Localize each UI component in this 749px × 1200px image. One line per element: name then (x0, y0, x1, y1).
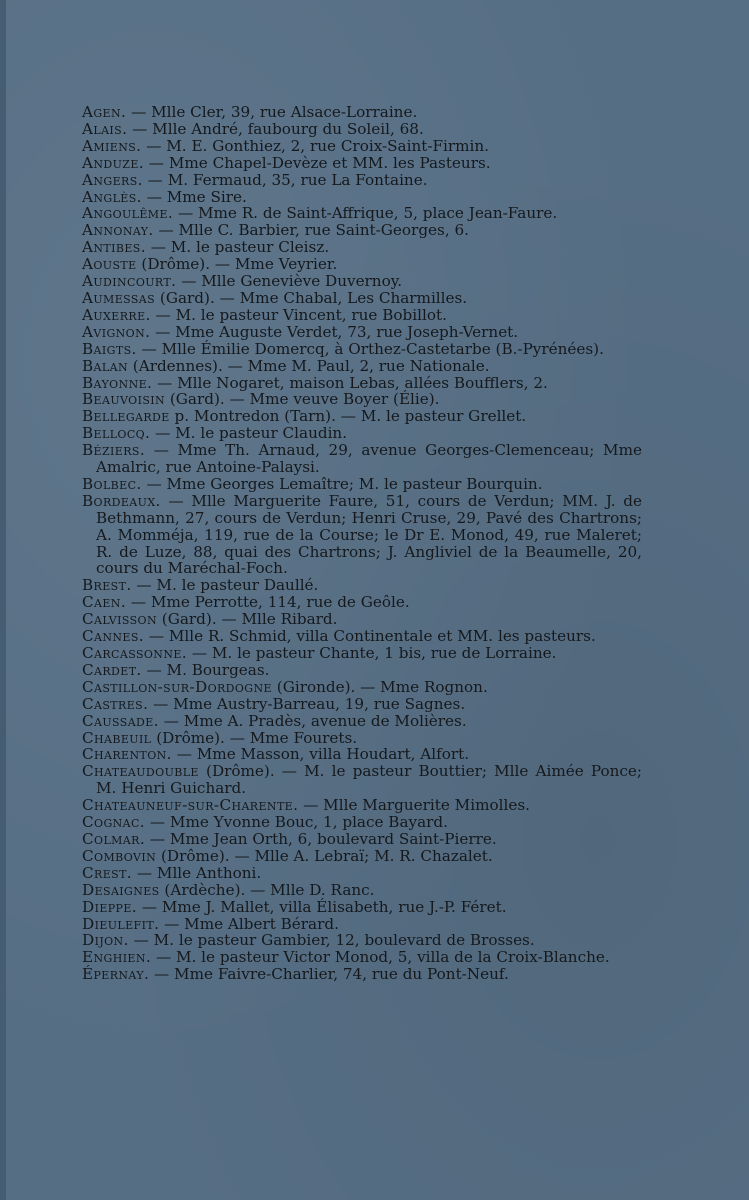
entry-details: — M. le pasteur Daullé. (131, 576, 319, 595)
list-item (82, 391, 642, 408)
list-item (82, 341, 642, 358)
town-name: Charenton. (82, 745, 172, 764)
list-item (82, 848, 642, 865)
list-item (82, 882, 642, 899)
list-item (82, 104, 642, 121)
list-item (82, 273, 642, 290)
town-name: Alais. (82, 119, 128, 138)
entry-details: — Mme Perrotte, 114, rue de Geôle. (126, 593, 410, 612)
entry-details: (Drôme). — Mme Fourets. (151, 728, 358, 747)
town-name: Enghien. (82, 948, 152, 967)
town-name: Combovin (82, 846, 157, 865)
entry-details: (Gard). — Mme veuve Boyer (Élie). (165, 390, 440, 409)
town-name: Angers. (82, 170, 143, 189)
entry-details: — Mlle R. Schmid, villa Continentale et MM. les pasteurs. (144, 627, 596, 646)
entry-details: — Mme J. Mallet, villa Élisabeth, rue J.-P. Féret. (137, 897, 507, 916)
entry-details: (Gironde). — Mme Rognon. (271, 677, 488, 696)
entry-details: (Gard). — Mme Chabal, Les Charmilles. (155, 288, 468, 307)
list-item (82, 594, 642, 611)
town-name: Crest. (82, 863, 133, 882)
list-item (82, 746, 642, 763)
entry-details: — Mlle Geneviève Duvernoy. (176, 272, 403, 291)
entry-details: — M. le pasteur Gambier, 12, boulevard de Brosses. (128, 931, 535, 950)
town-name: Colmar. (82, 829, 146, 848)
town-name: Caussade. (82, 711, 159, 730)
entry-details: — Mme A. Pradès, avenue de Molières. (158, 711, 467, 730)
list-item (82, 831, 642, 848)
list-item (82, 172, 642, 189)
town-name: Cardet. (82, 660, 142, 679)
town-name: Balan (82, 356, 128, 375)
town-name: Bayonne. (82, 373, 153, 392)
town-name: Carcassonne. (82, 644, 188, 662)
list-item (82, 814, 642, 831)
town-name: Antibes. (82, 238, 146, 257)
town-name: Agen. (82, 103, 127, 121)
list-item (82, 713, 642, 730)
entry-details: — Mlle C. Barbier, rue Saint-Georges, 6. (153, 221, 469, 240)
town-name: Anduze. (82, 153, 144, 172)
list-item (82, 375, 642, 392)
list-item (82, 949, 642, 966)
town-name: Annonay. (82, 221, 154, 240)
town-name: Dijon. (82, 931, 129, 950)
town-name: Beauvoisin (82, 390, 166, 409)
town-name: Audincourt. (82, 272, 177, 291)
list-item (82, 865, 642, 882)
list-item (82, 916, 642, 933)
list-item (82, 189, 642, 206)
town-name: Castillon-sur-Dordogne (82, 677, 272, 696)
entry-details: — M. le pasteur Cleisz. (145, 238, 330, 257)
town-name: Calvisson (82, 610, 157, 629)
town-name: Baigts. (82, 339, 137, 358)
list-item (82, 155, 642, 172)
entry-details: — Mme Auguste Verdet, 73, rue Joseph-Vernet. (150, 322, 519, 341)
list-item (82, 730, 642, 747)
entry-details: — M. Bourgeas. (141, 660, 270, 679)
list-item (82, 966, 642, 983)
entry-details: — M. le pasteur Claudin. (150, 424, 348, 443)
town-name: Angoulême. (82, 204, 174, 223)
entry-details: (Drôme). — M. le pasteur Bouttier; Mlle Aimée Ponce; M. Henri Guichard. (96, 762, 642, 798)
list-item (82, 324, 642, 341)
entry-details: (Gard). — Mlle Ribard. (156, 610, 338, 629)
entry-details: — Mlle Marguerite Faure, 51, cours de Verdun; MM. J. de Bethmann, 27, cours de Verdun; Henri Cruse, 29, Pavé des Chartrons; A. Momméja, 119, rue de la Course; le Dr E. Monod, 49, rue Maleret; R. de Luze, 88, quai des Chartrons; J. Angliviel de la Beaumelle, 20, cours du Maréchal-Foch. (96, 491, 642, 578)
list-item (82, 121, 642, 138)
entry-details: — Mlle Marguerite Mimolles. (298, 796, 530, 815)
entry-details: — Mme Yvonne Bouc, 1, place Bayard. (145, 813, 448, 832)
list-item (82, 138, 642, 155)
list-item (82, 679, 642, 696)
entry-details: — Mme Faivre-Charlier, 74, rue du Pont-Neuf. (149, 965, 509, 984)
town-name: Aumessas (82, 288, 156, 307)
town-name: Avignon. (82, 322, 151, 341)
town-name: Bellegarde (82, 407, 170, 426)
list-item (82, 476, 642, 493)
entry-details: — Mme Georges Lemaître; M. le pasteur Bourquin. (141, 474, 543, 493)
entry-details: — Mme Austry-Barreau, 19, rue Sagnes. (148, 694, 466, 713)
list-item (82, 628, 642, 645)
entry-details: (Drôme). — Mme Veyrier. (136, 255, 338, 274)
list-item (82, 577, 642, 594)
entry-details: p. Montredon (Tarn). — M. le pasteur Grellet. (169, 407, 527, 426)
list-item (82, 205, 642, 222)
list-item (82, 239, 642, 256)
town-name: Bolbec. (82, 474, 142, 493)
entry-details: — Mlle Émilie Domercq, à Orthez-Castetarbe (B.-Pyrénées). (136, 339, 604, 358)
town-name: Épernay. (82, 965, 150, 984)
town-name: Chateaudouble (82, 762, 199, 781)
town-name: Béziers. (82, 441, 146, 460)
entry-details: — Mme R. de Saint-Affrique, 5, place Jean-Faure. (173, 204, 558, 223)
entry-details: — Mme Jean Orth, 6, boulevard Saint-Pierre. (145, 829, 497, 848)
list-item (82, 899, 642, 916)
town-name: Caen. (82, 593, 127, 612)
list-item (82, 425, 642, 442)
entry-details: — Mlle André, faubourg du Soleil, 68. (127, 119, 424, 138)
list-item (82, 358, 642, 375)
list-item (82, 932, 642, 949)
entry-details: (Ardennes). — Mme M. Paul, 2, rue Nationale. (127, 356, 490, 375)
list-item (82, 611, 642, 628)
town-name: Auxerre. (82, 305, 151, 324)
entry-details: — Mme Masson, villa Houdart, Alfort. (171, 745, 470, 764)
list-item (82, 408, 642, 425)
entry-details: — Mlle Anthoni. (132, 863, 262, 882)
list-item (82, 763, 642, 797)
town-name: Aouste (82, 255, 137, 274)
entry-details: (Drôme). — Mlle A. Lebraï; M. R. Chazalet. (156, 846, 493, 865)
entry-details: — M. le pasteur Vincent, rue Bobillot. (150, 305, 447, 324)
town-name: Bellocq. (82, 424, 151, 443)
entry-details: — Mme Th. Arnaud, 29, avenue Georges-Clemenceau; Mme Amalric, rue Antoine-Palaysi. (96, 441, 642, 477)
list-item (82, 645, 642, 662)
town-name: Amiens. (82, 136, 142, 155)
town-name: Dieulefit. (82, 914, 160, 933)
entry-details: — M. E. Gonthiez, 2, rue Croix-Saint-Firmin. (141, 136, 489, 155)
town-name: Bordeaux. (82, 491, 161, 510)
town-name: Desaignes (82, 880, 160, 899)
town-name: Chateauneuf-sur-Charente. (82, 796, 299, 815)
entry-details: — M. le pasteur Victor Monod, 5, villa de la Croix-Blanche. (151, 948, 610, 967)
entry-details: — Mme Sire. (141, 187, 247, 206)
list-item (82, 696, 642, 713)
town-name: Anglès. (82, 187, 142, 206)
entry-details: (Ardèche). — Mlle D. Ranc. (159, 880, 375, 899)
entry-details: — M. Fermaud, 35, rue La Fontaine. (142, 170, 428, 189)
directory-list (82, 104, 642, 983)
entry-details: — Mlle Nogaret, maison Lebas, allées Boufflers, 2. (152, 373, 548, 392)
entry-details: — M. le pasteur Chante, 1 bis, rue de Lorraine. (187, 644, 557, 662)
list-item (82, 493, 642, 578)
town-name: Dieppe. (82, 897, 138, 916)
list-item (82, 256, 642, 273)
town-name: Chabeuil (82, 728, 152, 747)
entry-details: — Mme Chapel-Devèze et MM. les Pasteurs. (143, 153, 491, 172)
list-item (82, 442, 642, 476)
list-item (82, 662, 642, 679)
list-item (82, 290, 642, 307)
town-name: Castres. (82, 694, 149, 713)
list-item (82, 307, 642, 324)
town-name: Cannes. (82, 627, 145, 646)
entry-details: — Mlle Cler, 39, rue Alsace-Lorraine. (126, 103, 418, 121)
list-item (82, 797, 642, 814)
town-name: Brest. (82, 576, 132, 595)
list-item (82, 222, 642, 239)
town-name: Cognac. (82, 813, 146, 832)
entry-details: — Mme Albert Bérard. (159, 914, 339, 933)
